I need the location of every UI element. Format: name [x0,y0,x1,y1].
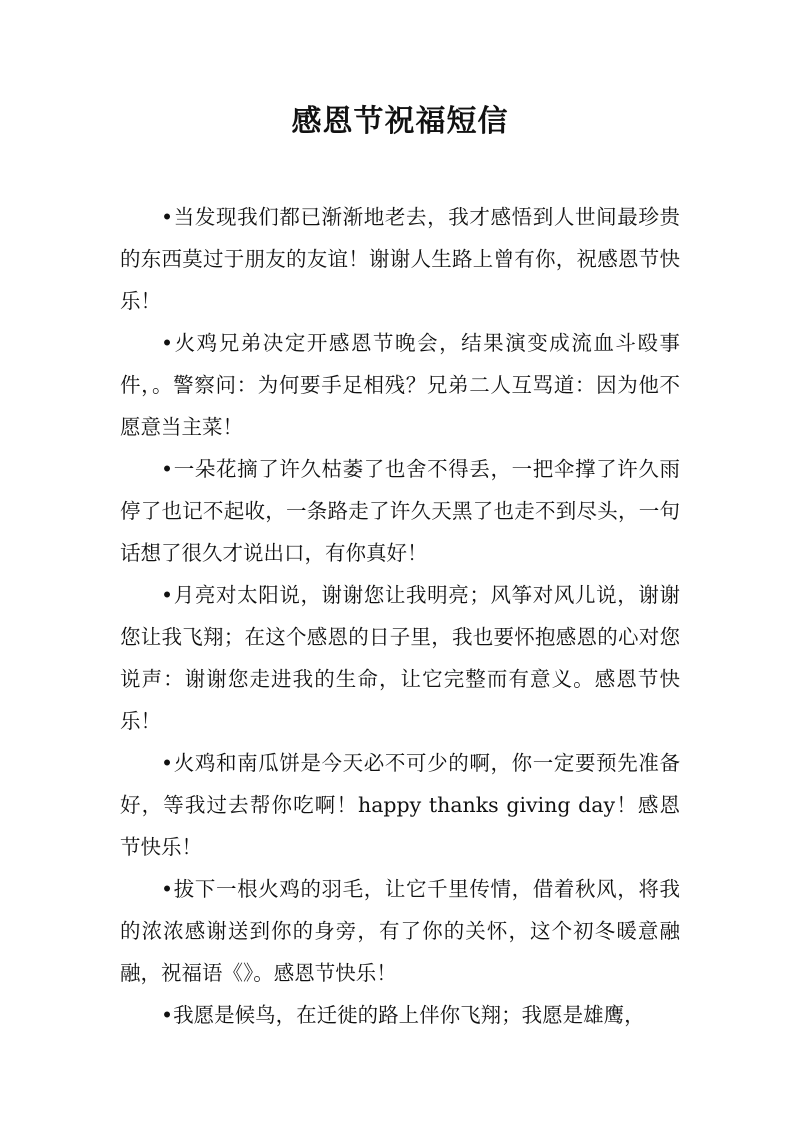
document-body [120,196,680,1036]
document-title: 感恩节祝福短信 [291,104,509,139]
paragraph-2: •火鸡兄弟决定开感恩节晚会，结果演变成流血斗殴事件，。警察问：为何要手足相残？兄弟二人互骂道：因为他不愿意当主菜！ [120,331,680,439]
paragraph-7: •我愿是候鸟，在迁徙的路上伴你飞翔；我愿是雄鹰， [161,1003,645,1027]
paragraph-3: •一朵花摘了许久枯萎了也舍不得丢，一把伞撑了许久雨停了也记不起收，一条路走了许久天黑了也走不到尽头，一句话想了很久才说出口，有你真好！ [120,457,680,565]
paragraph-5: •火鸡和南瓜饼是今天必不可少的啊，你一定要预先准备好，等我过去帮你吃啊！happy thanks giving day！感恩节快乐！ [120,751,680,859]
paragraph-1: •当发现我们都已渐渐地老去，我才感悟到人世间最珍贵的东西莫过于朋友的友谊！谢谢人生路上曾有你，祝感恩节快乐！ [120,205,680,313]
paragraph-4: •月亮对太阳说，谢谢您让我明亮；风筝对风儿说，谢谢您让我飞翔；在这个感恩的日子里，我也要怀抱感恩的心对您说声：谢谢您走进我的生命，让它完整而有意义。感恩节快乐！ [120,583,680,733]
paragraph-6: •拔下一根火鸡的羽毛，让它千里传情，借着秋风，将我的浓浓感谢送到你的身旁，有了你的关怀，这个初冬暖意融融，祝福语《》。感恩节快乐！ [120,877,680,985]
